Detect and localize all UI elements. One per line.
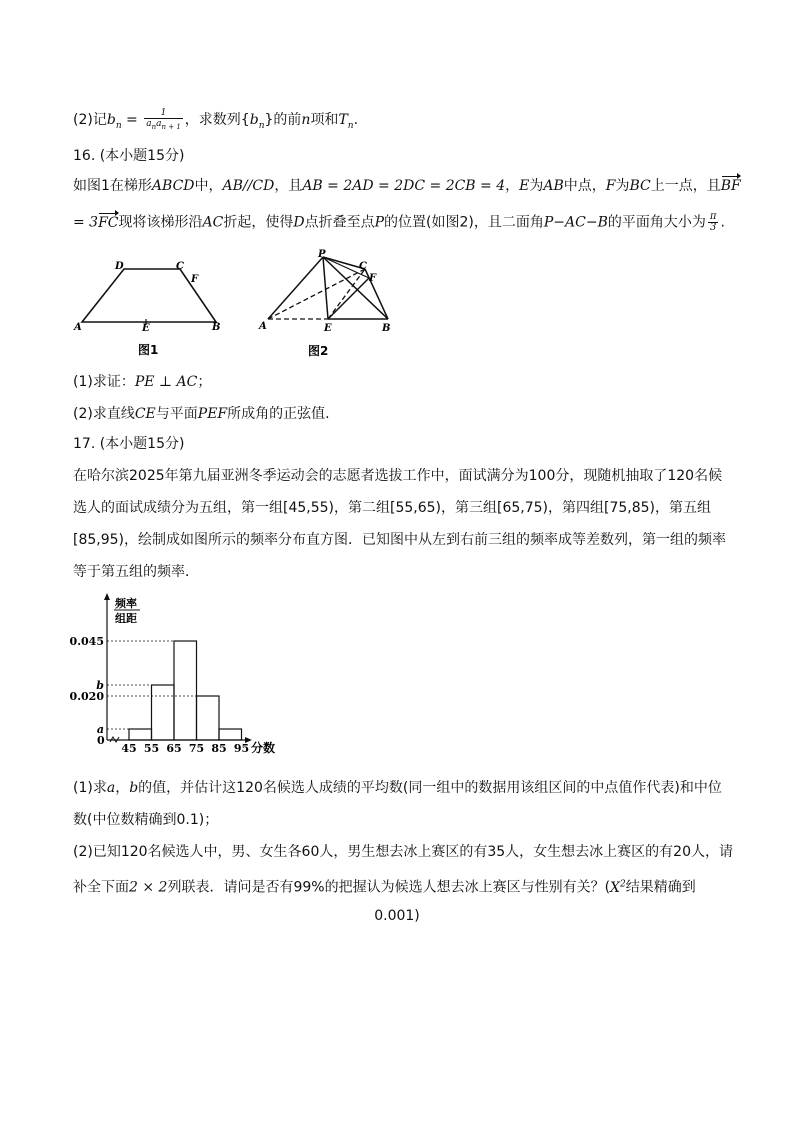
q17-part2-line1: (2)已知120名候选人中，男、女生各60人，男生想去冰上赛区的有35人，女生想去冰上赛区的有20人，请 (73, 844, 733, 860)
q15-mid2: }的前 (264, 111, 302, 128)
q17-part1-line1: (1)求a，b的值，并估计这120名候选人成绩的平均数(同一组中的数据用该组区间的中点值作代表)和中位 (73, 780, 722, 796)
label-a2: A (259, 321, 267, 332)
histogram-bar (197, 696, 220, 740)
label-p: P (318, 249, 326, 260)
q16-line1: 如图1在梯形ABCD中，AB//CD，且AB = 2AD = 2DC = 2CB = 4，E为AB中点，F为BC上一点，且BF (73, 178, 741, 194)
y-tick-label: 0.020 (70, 690, 104, 703)
edge-ac-dashed (268, 269, 365, 319)
q17-line2: 选人的面试成绩分为五组，第一组[45,55)，第二组[55,65)，第三组[65,75)，第四组[75,85)，第五组 (73, 500, 712, 516)
y-tick-label: b (96, 679, 104, 692)
label-e2: E (324, 323, 332, 334)
q15-mid: ，求数列{ (184, 111, 250, 128)
q15-b: $b_n$ (106, 111, 122, 131)
histogram-bar (219, 729, 242, 740)
q15-eq: = (121, 111, 143, 128)
figure-1-caption: 图1 (138, 343, 159, 357)
q15-end: . (353, 111, 359, 128)
y-label-top: 频率 (115, 597, 137, 610)
q16-part2: (2)求直线CE与平面PEF所成角的正弦值. (73, 406, 330, 422)
q17-heading: 17. (本小题15分) (73, 436, 185, 452)
origin-label: 0 (97, 734, 105, 747)
histogram-bar (152, 685, 175, 740)
q15-frac-den: $a_na_{n + 1}$ (146, 119, 181, 131)
y-axis-arrow (104, 593, 110, 600)
vector-bf: BF (720, 178, 741, 194)
vector-fc: FC (98, 214, 119, 231)
figure-2-caption: 图2 (308, 344, 329, 358)
label-c: C (176, 261, 184, 272)
label-f: F (191, 274, 199, 285)
label-b2: B (382, 323, 391, 334)
q16-heading: 16. (本小题15分) (73, 148, 185, 164)
q15-frac-num: 1 (144, 108, 183, 119)
q15-fraction (144, 108, 183, 132)
x-tick-label: 55 (143, 742, 160, 755)
x-axis-label: 分数 (251, 741, 276, 755)
q16-part1: (1)求证：PE ⊥ AC； (73, 374, 212, 390)
edge-pa (268, 257, 323, 319)
x-tick-label: 65 (166, 742, 182, 755)
label-a: A (74, 322, 82, 333)
y-tick-label: 0.045 (70, 635, 104, 648)
q15-part2-text (73, 108, 358, 136)
label-b: B (212, 322, 221, 333)
q16-line2: = 3FC现将该梯形沿AC折起，使得D点折叠至点P的位置(如图2)，且二面角P−AC−B的平面角大小为 $\frac{\pi}{3}$ . (73, 211, 725, 233)
label-f2: F (369, 273, 377, 284)
edge-ec-dashed (328, 269, 365, 319)
q15-prefix: (2)记 (73, 111, 107, 128)
x-tick-label: 85 (211, 742, 227, 755)
x-tick-label: 75 (188, 742, 205, 755)
label-c2: C (359, 261, 367, 272)
edge-ef (328, 278, 369, 319)
q15-b2: $b_n$ (249, 111, 265, 131)
x-tick-label: 45 (121, 742, 137, 755)
y-tick-label: a (96, 723, 104, 736)
histogram-bar (129, 729, 152, 740)
q15-n: n (301, 111, 311, 128)
histogram-bar (174, 641, 197, 740)
figure-1-trapezoid (70, 255, 230, 365)
axis-break-mark (110, 737, 119, 742)
q15-mid3: 项和 (310, 111, 339, 128)
figure-2-folded (255, 245, 405, 365)
q17-part1-line2: 数(中位数精确到0.1)； (73, 812, 219, 828)
q17-line4: 等于第五组的频率． (73, 564, 199, 580)
q15-T: $T_n$ (338, 111, 354, 131)
q17-part2-line2: 补全下面2 × 2列联表．请问是否有99%的把握认为候选人想去冰上赛区与性别有关？($X^2$结果精确到 (73, 879, 696, 896)
x-tick-label: 95 (233, 742, 250, 755)
label-e: E (142, 323, 150, 334)
chi-square-symbol: $X^2$ (610, 879, 626, 896)
frequency-histogram (70, 592, 290, 762)
y-label-bottom: 组距 (115, 612, 137, 625)
label-d: D (115, 261, 124, 272)
q17-part2-line3: 0.001) (374, 908, 420, 924)
pi-over-3: $\frac{\pi}{3}$ (709, 211, 717, 233)
q17-line1: 在哈尔滨2025年第九届亚洲冬季运动会的志愿者选拔工作中，面试满分为100分，现随机抽取了120名候 (73, 468, 723, 484)
q17-line3: [85,95)，绘制成如图所示的频率分布直方图．已知图中从左到右前三组的频率成等差数列，第一组的频率 (73, 532, 727, 548)
